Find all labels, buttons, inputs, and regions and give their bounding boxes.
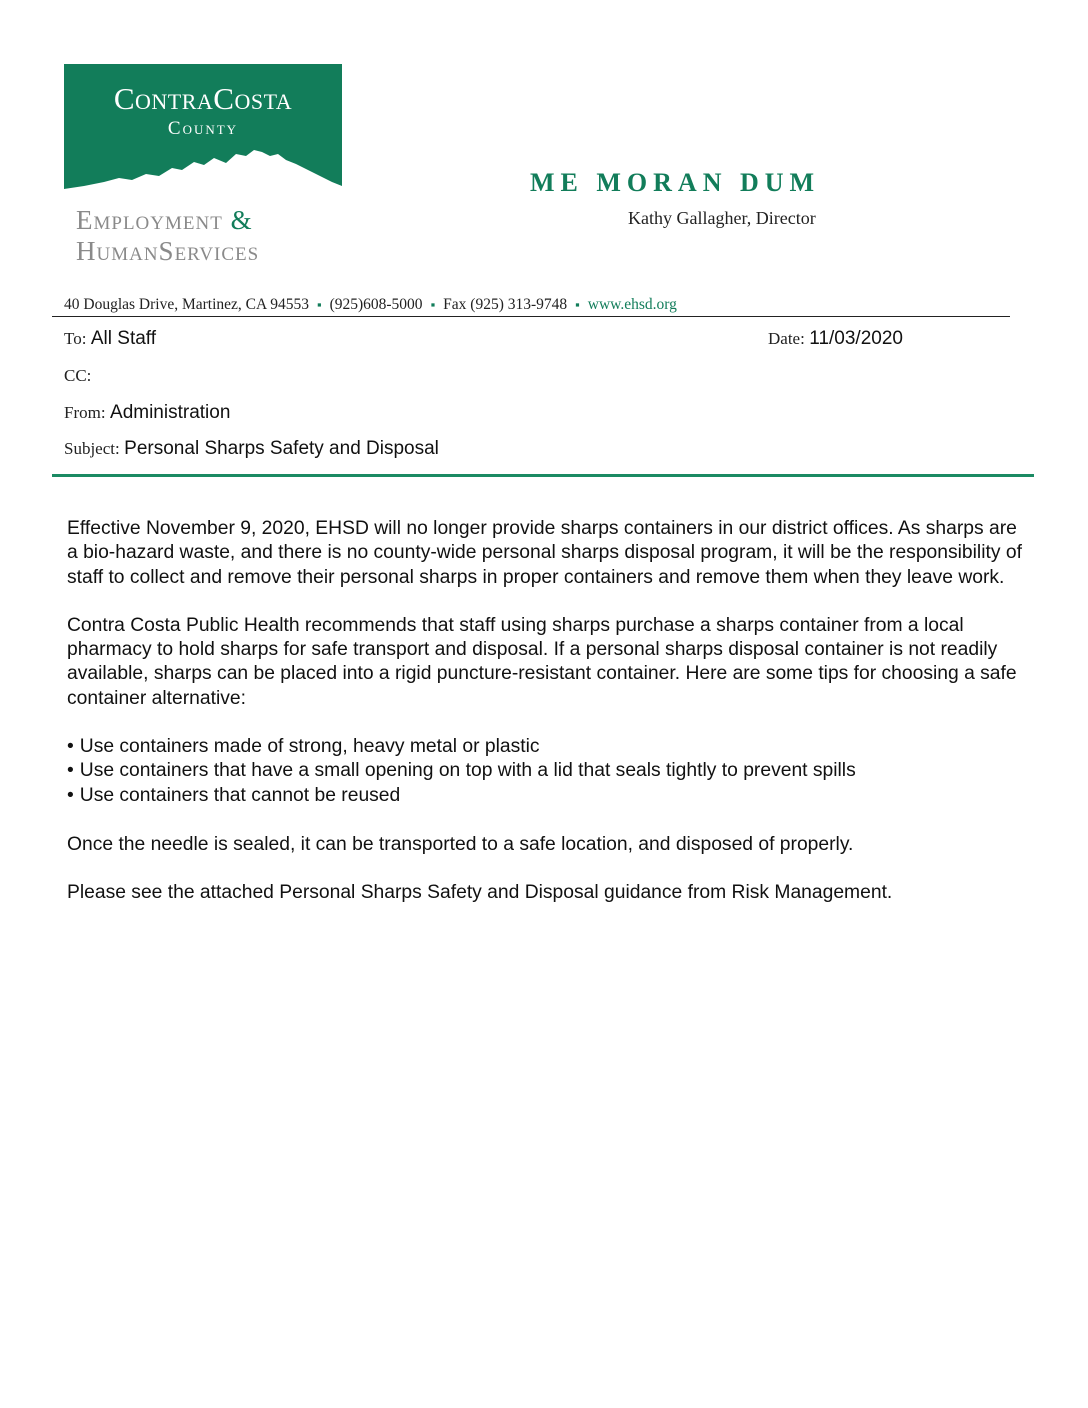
dept-ampersand: & [230, 205, 253, 235]
separator-icon: ▪ [430, 297, 436, 312]
date-label: Date: [768, 329, 805, 348]
fields-divider [52, 474, 1034, 477]
dept-name-line1 [76, 205, 253, 236]
dept-employment: Employment [76, 205, 223, 235]
to-label: To: [64, 329, 87, 348]
street-address: 40 Douglas Drive, Martinez, CA 94553 [64, 296, 309, 313]
bullet-icon: • [67, 736, 74, 758]
body-paragraph: Please see the attached Personal Sharps Safety and Disposal guidance from Risk Management. [67, 882, 893, 904]
from-label: From: [64, 403, 106, 422]
logo-county-word: County [167, 118, 239, 139]
logo-county-name: ContraCosta [113, 81, 293, 116]
separator-icon: ▪ [316, 297, 322, 312]
date-field [768, 328, 903, 350]
subject-value: Personal Sharps Safety and Disposal [124, 438, 439, 459]
list-item: • Use containers that have a small opening on top with a lid that seals tightly to prevent spills [67, 760, 856, 782]
subject-label: Subject: [64, 439, 120, 458]
from-value: Administration [110, 402, 231, 423]
date-value: 11/03/2020 [809, 328, 903, 349]
phone-number: (925)608-5000 [329, 296, 423, 313]
memo-title: ME MORAN DUM [530, 168, 821, 197]
bullet-icon: • [67, 784, 74, 806]
tips-list [67, 735, 1027, 808]
from-field [64, 402, 230, 424]
subject-field [64, 438, 439, 460]
memo-body [67, 517, 1027, 930]
dept-name-line2: HumanServices [76, 236, 260, 266]
to-value: All Staff [90, 328, 157, 349]
to-field [64, 328, 156, 350]
address-line [64, 296, 677, 314]
body-paragraph: Once the needle is sealed, it can be transported to a safe location, and disposed of properly. [67, 833, 854, 855]
separator-icon: ▪ [575, 297, 580, 312]
header-divider [52, 316, 1010, 317]
director-name: Kathy Gallagher, Director [628, 208, 816, 228]
list-item: • Use containers made of strong, heavy metal or plastic [67, 736, 540, 758]
county-logo [64, 64, 342, 204]
body-paragraph: Contra Costa Public Health recommends that staff using sharps purchase a sharps container from a local pharmacy to hold sharps for safe transport and disposal. If a personal sharps disposal container is not readily available, sharps can be placed into a rigid puncture-resistant container. Here are some tips for choosing a safe container alternative: [67, 614, 1017, 709]
website-link[interactable]: www.ehsd.org [587, 296, 677, 313]
bullet-icon: • [67, 760, 74, 782]
fax-number: Fax (925) 313-9748 [443, 296, 568, 313]
cc-field [64, 365, 91, 387]
cc-label: CC: [64, 366, 92, 385]
list-item: • Use containers that cannot be reused [67, 784, 401, 806]
body-paragraph: Effective November 9, 2020, EHSD will no longer provide sharps containers in our district offices. As sharps are a bio-hazard waste, and there is no county-wide personal sharps disposal program, it will be the responsibility of staff to collect and remove their personal sharps in proper containers and remove them when they leave work. [67, 518, 1022, 588]
